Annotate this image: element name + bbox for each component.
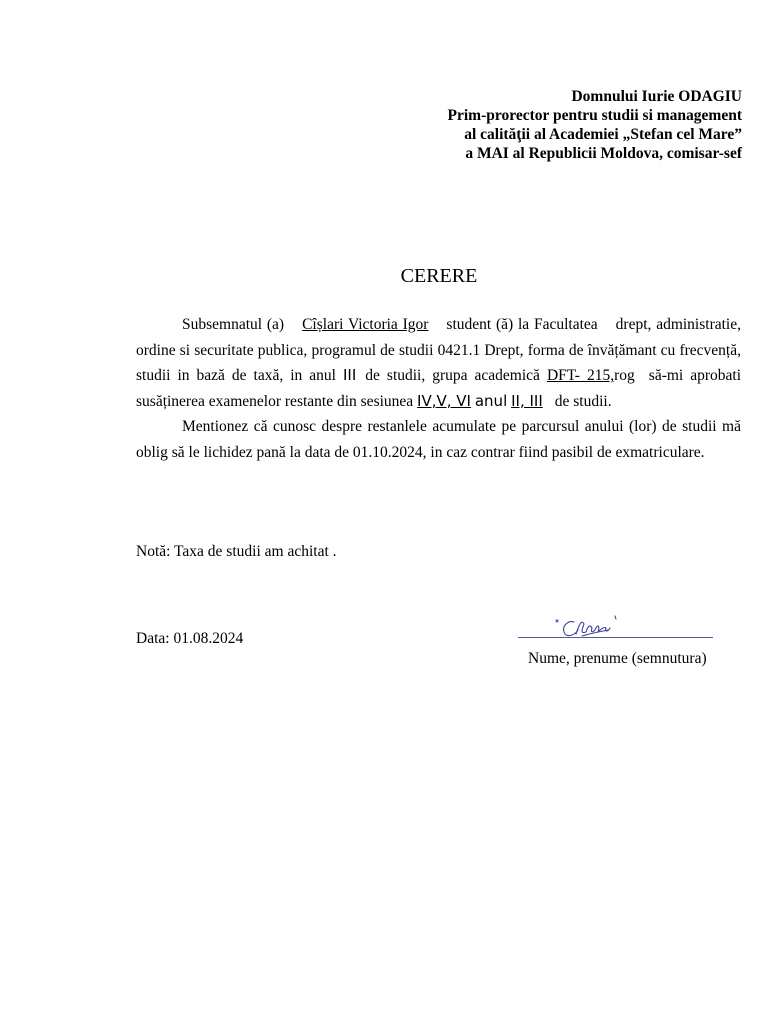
handwritten-signature [552,612,620,644]
student-name: Cîșlari Victoria Igor [302,316,429,333]
faculty-program-text: drept, administratie, ordine si securitate publica, programul de studii 0421.1 Drept, forma de învățămant cu frecvență, studii in bază de taxă, in anul [136,316,741,385]
anul-label: anul [474,391,508,410]
addressee-line-1: Domnului Iurie ODAGIU [571,88,742,105]
request-paragraph-1 [136,312,741,414]
addressee-block [322,87,742,163]
addressee-line-2: Prim-prorector pentru studii si management [447,107,742,124]
group-label: de studii, grupa academică [365,367,540,385]
addressee-line-3: al calităţii al Academiei „Stefan cel Mare” [464,126,742,143]
addressee-line-4: a MAI al Republicii Moldova, comisar-sef [465,145,742,162]
document-title: CERERE [400,265,478,287]
request-paragraph-2: Mentionez că cunosc despre restanlele acumulate pe parcursul anului (lor) de studii mă oblig să le lichidez pană la data de 01.10.2024, in caz contrar fiind pasibil de exmatriculare. [136,418,741,461]
request-closing: de studii. [554,392,612,410]
signature-caption: Nume, prenume (semnutura) [528,650,707,667]
exam-years: II, III [511,391,543,410]
request-date: Data: 01.08.2024 [136,630,244,647]
request-body [136,312,741,466]
exam-request-text: să-mi aprobati susăținerea examenelor restante din sesiunea [136,367,742,410]
faculty-label: student (ă) la Facultatea [446,316,598,333]
request-intro: Subsemnatul (a) [182,316,285,333]
exam-sessions: IV,V, VI [417,391,471,410]
group-code: DFT- 215, [546,367,615,385]
study-year: III [343,366,357,385]
request-verb: rog [614,367,635,385]
payment-note: Notă: Taxa de studii am achitat . [136,543,337,560]
